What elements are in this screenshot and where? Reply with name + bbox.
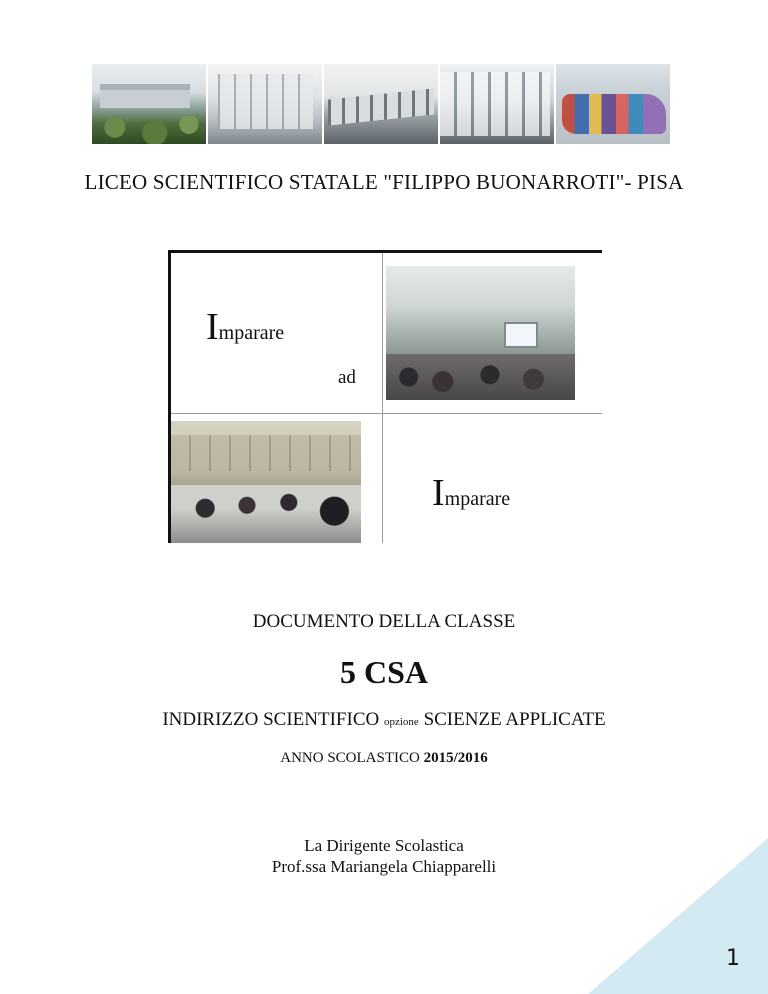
school-name-part: B bbox=[476, 170, 491, 194]
header-photo-strip bbox=[92, 64, 670, 144]
school-name-part: CIENTIFICO bbox=[164, 170, 284, 194]
school-name-part: " bbox=[383, 170, 393, 194]
mural-photo bbox=[556, 64, 670, 144]
document-title: DOCUMENTO DELLA CLASSE bbox=[252, 611, 516, 632]
year-label-part: A bbox=[280, 750, 292, 766]
school-name-part: S bbox=[288, 170, 301, 194]
motto-word-rest: mparare bbox=[218, 322, 285, 344]
science-lab-photo bbox=[171, 421, 361, 543]
address-main: INDIRIZZO SCIENTIFICO bbox=[162, 709, 380, 730]
principal-name: Prof.ssa Mariangela Chiapparelli bbox=[271, 857, 497, 876]
school-name-part: TATALE bbox=[300, 170, 378, 194]
page-number: 1 bbox=[726, 946, 740, 971]
grid-top-border bbox=[168, 250, 602, 253]
school-name-part: S bbox=[152, 170, 165, 194]
motto-word-2 bbox=[432, 474, 510, 512]
year-value: 2015/2016 bbox=[423, 750, 488, 766]
school-name-part: "- PISA bbox=[615, 170, 684, 194]
school-name-part: UONARROTI bbox=[490, 170, 616, 194]
motto-word-rest: mparare bbox=[444, 488, 511, 510]
motto-word-initial: I bbox=[206, 306, 219, 348]
class-name: 5 CSA bbox=[339, 654, 428, 690]
year-label-part: COLASTICO bbox=[335, 750, 420, 766]
grid-vertical-divider bbox=[382, 253, 383, 543]
school-name-part: ICEO bbox=[97, 170, 148, 194]
address-option: opzione bbox=[383, 716, 419, 728]
year-label-part: NNO bbox=[291, 750, 324, 766]
principal-role: La Dirigente Scolastica bbox=[304, 836, 464, 855]
motto-word-initial: I bbox=[432, 472, 445, 514]
curriculum-address bbox=[0, 709, 768, 731]
address-field: SCIENZE APPLICATE bbox=[423, 709, 606, 730]
motto-word-1 bbox=[206, 308, 284, 346]
school-name-part: ILIPPO bbox=[404, 170, 471, 194]
grid-horizontal-divider bbox=[171, 413, 602, 414]
building-entrance-photo bbox=[208, 64, 322, 144]
glass-wing-photo bbox=[440, 64, 554, 144]
school-year bbox=[0, 750, 768, 767]
building-facade-photo bbox=[324, 64, 438, 144]
campus-garden-photo bbox=[92, 64, 206, 144]
motto-middle-word: ad bbox=[338, 367, 356, 388]
classroom-lab-photo bbox=[386, 266, 575, 400]
school-name-part: F bbox=[392, 170, 405, 194]
school-name bbox=[0, 170, 768, 195]
school-name-part: L bbox=[84, 170, 98, 194]
year-label-part: S bbox=[327, 750, 336, 766]
